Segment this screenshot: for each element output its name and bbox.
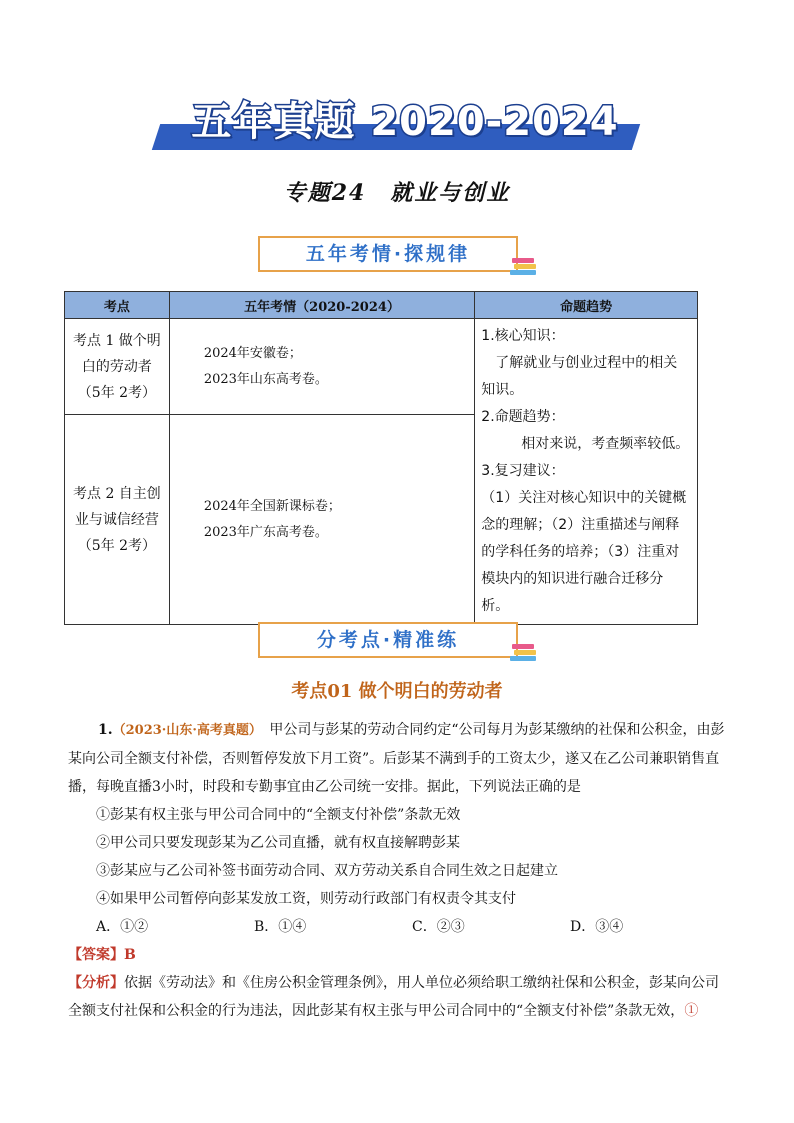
situation-line: 2023年山东高考卷。 xyxy=(203,371,328,387)
question-source: （2023·山东·高考真题） xyxy=(112,723,256,738)
topic-title: 专题24 就业与创业 xyxy=(283,180,511,206)
situation-line: 2024年全国新课标卷； xyxy=(203,498,341,514)
choice-row xyxy=(68,913,728,941)
kp-line: 业与诚信经营 xyxy=(74,511,159,528)
title-banner xyxy=(150,90,640,154)
situation-line: 2023年广东高考卷。 xyxy=(203,524,328,540)
analysis-text: 依据《劳动法》和《住房公积金管理条例》，用人单位必须给职工缴纳社保和公积金，彭某向公司全额支付社保和公积金的行为违法，因此彭某有权主张与甲公司合同中的“全额支付补偿”条款无效， xyxy=(68,975,719,1019)
kp-line: （5年 2考） xyxy=(77,384,157,401)
option-item: ④如果甲公司暂停向彭某发放工资，则劳动行政部门有权责令其支付 xyxy=(96,891,516,907)
analysis-line xyxy=(68,969,728,1025)
table-header-row xyxy=(65,292,698,319)
trend-line: 1.核心知识： xyxy=(481,328,565,344)
analysis-marker: ① xyxy=(684,1003,699,1019)
trend-line: 3.复习建议： xyxy=(481,463,565,479)
question-number: 1. xyxy=(98,722,113,738)
section-label-text: 五年考情·探规律 xyxy=(305,243,471,265)
section-label-text: 分考点·精准练 xyxy=(316,629,460,651)
section-label-trends xyxy=(258,236,518,272)
banner-title: 五年真题 2020-2024 xyxy=(191,99,619,145)
answer-label: 【答案】 xyxy=(68,947,124,963)
trend-line: 相对来说，考查频率较低。 xyxy=(521,436,690,452)
exam-overview-table xyxy=(64,291,698,625)
trend-line: 知识。 xyxy=(481,382,524,398)
choice-a: A．①② xyxy=(96,919,149,935)
option-item: ①彭某有权主张与甲公司合同中的“全额支付补偿”条款无效 xyxy=(96,807,461,823)
header-situation: 五年考情（2020-2024） xyxy=(169,292,474,319)
situation-line: 2024年安徽卷； xyxy=(203,345,302,361)
situation-cell xyxy=(169,415,474,625)
choice-c: C．②③ xyxy=(412,919,465,935)
choice-b: B．①④ xyxy=(254,919,307,935)
trend-line: 的学科任务的培养；（3）注重对 xyxy=(481,544,680,560)
header-trend: 命题趋势 xyxy=(475,292,698,319)
question-stem xyxy=(68,716,728,801)
trend-line: 模块内的知识进行融合迁移分析。 xyxy=(481,571,664,614)
section-label-practice xyxy=(258,622,518,658)
choice-d: D．③④ xyxy=(570,919,624,935)
trend-line: （1）关注对核心知识中的关键概 xyxy=(481,490,687,506)
trend-cell xyxy=(475,319,698,625)
analysis-label: 【分析】 xyxy=(68,975,124,991)
books-icon xyxy=(510,256,540,278)
header-kp: 考点 xyxy=(65,292,170,319)
kp-line: （5年 2考） xyxy=(77,537,157,554)
trend-line: 了解就业与创业过程中的相关 xyxy=(495,355,678,371)
answer-value: B xyxy=(124,947,136,963)
table-row xyxy=(65,319,698,415)
option-item: ②甲公司只要发现彭某为乙公司直播，就有权直接解聘彭某 xyxy=(96,835,460,851)
situation-cell xyxy=(169,319,474,415)
kp-line: 考点 1 做个明 xyxy=(73,332,161,349)
trend-line: 念的理解；（2）注重描述与阐释 xyxy=(481,517,680,533)
answer-line xyxy=(68,941,728,969)
kp-line: 白的劳动者 xyxy=(81,358,152,375)
trend-line: 2.命题趋势： xyxy=(481,409,565,425)
kp-cell xyxy=(65,415,170,625)
question-block xyxy=(68,716,728,1025)
question-text: 甲公司与彭某的劳动合同约定“公司每月为彭某缴纳的社保和公积金，由彭某向公司全额支付补偿，否则暂停发放下月工资”。后彭某不满到手的工资太少，遂又在乙公司兼职销售直播，每晚直播3小时，时段和专勤事宜由乙公司统一安排。据此，下列说法正确的是 xyxy=(68,722,725,795)
books-icon xyxy=(510,642,540,664)
kp-line: 考点 2 自主创 xyxy=(73,485,161,502)
kp-cell xyxy=(65,319,170,415)
option-item: ③彭某应与乙公司补签书面劳动合同、双方劳动关系自合同生效之日起建立 xyxy=(96,863,558,879)
kp01-heading: 考点01 做个明白的劳动者 xyxy=(291,681,503,702)
